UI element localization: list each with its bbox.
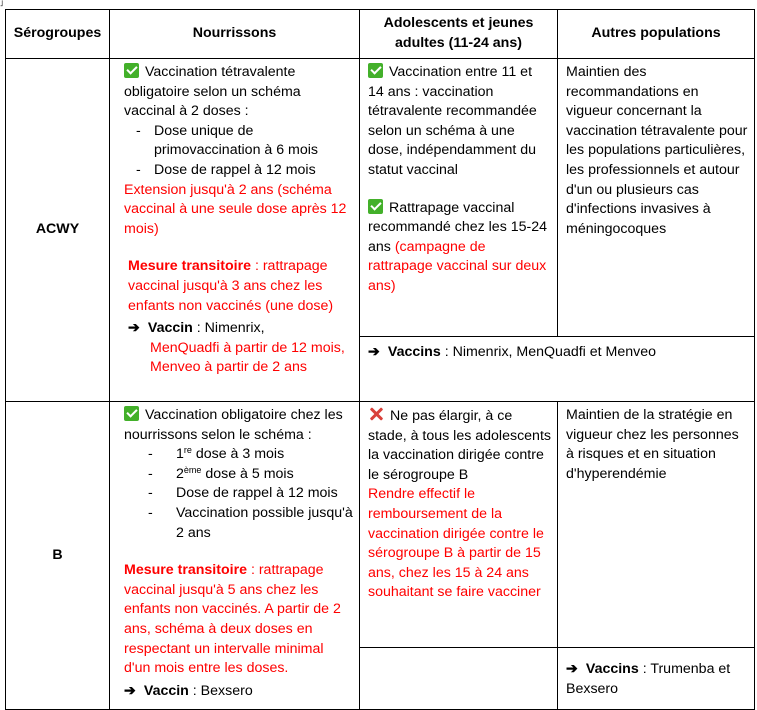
header-row <box>6 10 755 59</box>
acwy-ado-cell <box>360 59 558 337</box>
check-green-icon <box>368 199 383 214</box>
b-vaccins-cell: ➔ Vaccins : Trumenba et Bexsero <box>558 648 755 710</box>
b-infants-vaccin: ➔ Vaccin : Bexsero <box>124 682 253 699</box>
corner-mark: ˩ <box>0 0 4 8</box>
b-ado-p2: Rendre effectif le remboursement de la vaccination dirigée contre le sérogroupe B à partir de 15 ans, chez les 15 à 24 ans souhaitant se faire vacciner <box>368 486 544 601</box>
row-acwy-top <box>6 59 755 337</box>
row-b-top <box>6 402 755 648</box>
header-autres: Autres populations <box>558 10 755 59</box>
acwy-infants-doses <box>124 122 353 181</box>
arrow-right-icon: ➔ <box>124 682 136 699</box>
arrow-right-icon: ➔ <box>368 344 380 360</box>
acwy-infants-intro: Vaccination tétravalente obligatoire selon un schéma vaccinal à 2 doses : <box>124 64 301 120</box>
acwy-ado-p1: Vaccination entre 11 et 14 ans : vaccination tétravalente recommandée selon un schéma à une dose, indépendamment du statut vaccinal <box>368 64 537 178</box>
arrow-right-icon: ➔ <box>566 661 578 677</box>
check-green-icon <box>124 63 139 78</box>
arrow-right-icon: ➔ <box>128 320 140 337</box>
acwy-vaccins-cell: ➔ Vaccins : Nimenrix, MenQuadfi et Menveo <box>360 337 755 402</box>
b-infants-transitoire: Mesure transitoire : rattrapage vaccinal jusqu'à 5 ans chez les enfants non vaccinés. A partir de 2 ans, schéma à deux doses en respectant un intervalle minimal d'un mois entre les doses. <box>124 562 341 677</box>
b-infants-cell <box>110 402 360 710</box>
serogroup-b: B <box>6 402 110 710</box>
acwy-autres-text: Maintien des recommandations en vigueur concernant la vaccination tétravalente pour les populations particulières, les professionnels et autour d'un ou plusieurs cas d'infections invasives à méningocoques <box>566 64 748 237</box>
serogroup-acwy: ACWY <box>6 59 110 402</box>
header-serogroupes: Sérogroupes <box>6 10 110 59</box>
check-green-icon <box>368 63 383 78</box>
header-nourrissons: Nourrissons <box>110 10 360 59</box>
list-item: - Dose unique de primovaccination à 6 mois <box>124 122 353 161</box>
acwy-infants-cell <box>110 59 360 402</box>
b-autres-text: Maintien de la stratégie en vigueur chez les personnes à risques et en situation d'hyperendémie <box>566 407 739 482</box>
header-adolescents: Adolescents et jeunes adultes (11-24 ans) <box>360 10 558 59</box>
acwy-ado-p2: Rattrapage vaccinal recommandé chez les 15-24 ans (campagne de rattrapage vaccinal sur deux ans) <box>368 199 548 294</box>
acwy-autres-cell <box>558 59 755 337</box>
acwy-infants-extension: Extension jusqu'à 2 ans (schéma vaccinal à une seule dose après 12 mois) <box>124 181 347 237</box>
b-vaccins-empty-cell <box>360 648 558 710</box>
acwy-infants-vaccin: ➔ Vaccin : Nimenrix, MenQuadfi à partir de 12 mois, Menveo à partir de 2 ans <box>128 320 345 376</box>
b-ado-p1: Ne pas élargir, à ce stade, à tous les adolescents la vaccination dirigée contre le sérogroupe B <box>368 408 551 483</box>
list-item: - Vaccination possible jusqu'à 2 ans <box>124 504 353 543</box>
list-item: - 2ème dose à 5 mois <box>124 465 353 485</box>
b-autres-cell <box>558 402 755 648</box>
list-item: - 1re dose à 3 mois <box>124 445 353 465</box>
acwy-infants-transitoire: Mesure transitoire : rattrapage vaccinal jusqu'à 3 ans chez les enfants non vaccinés (une dose) <box>128 258 334 314</box>
list-item: - Dose de rappel à 12 mois <box>124 161 353 181</box>
vaccination-table <box>5 9 755 710</box>
b-ado-cell <box>360 402 558 648</box>
cross-red-icon <box>368 406 384 422</box>
b-infants-doses <box>124 445 353 543</box>
list-item: - Dose de rappel à 12 mois <box>124 484 353 504</box>
b-infants-intro: Vaccination obligatoire chez les nourrissons selon le schéma : <box>124 407 343 443</box>
check-green-icon <box>124 406 139 421</box>
